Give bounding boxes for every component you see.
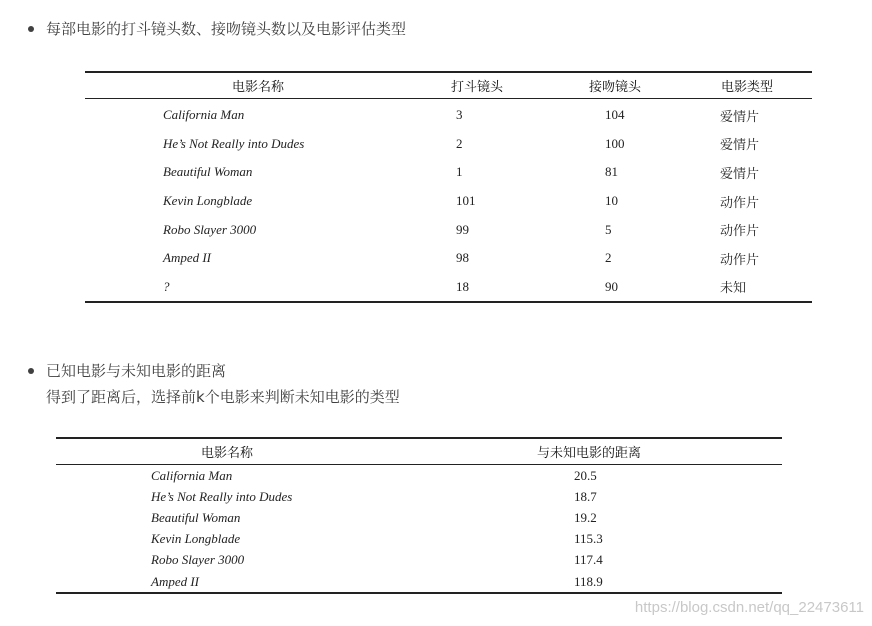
cell-movie-type: 爱情片 [720,138,760,154]
header-movie-name: 电影名称 [56,438,411,465]
header-movie-type: 电影类型 [683,72,812,99]
header-kiss-scenes: 接吻镜头 [549,72,683,99]
cell-fight-scenes: 3 [456,107,463,123]
table-row [85,130,812,159]
cell-movie-name: He’s Not Really into Dudes [151,488,293,504]
movie-distance-table [56,437,782,594]
table-row [56,486,782,507]
cell-kiss-scenes: 81 [605,164,619,180]
cell-movie-name: ? [163,278,170,294]
cell-movie-name: Amped II [163,250,212,266]
cell-kiss-scenes: 90 [605,278,619,294]
cell-fight-scenes: 18 [456,278,470,294]
cell-kiss-scenes: 100 [605,135,625,151]
cell-kiss-scenes: 104 [605,107,625,123]
section2-subtext: 得到了距离后，选择前k个电影来判断未知电影的类型 [46,388,400,406]
cell-distance: 19.2 [574,509,597,525]
cell-movie-type: 动作片 [720,224,760,240]
row-spacer [85,215,163,244]
cell-distance: 115.3 [574,531,603,547]
table-row [85,244,812,273]
row-spacer [56,465,151,487]
watermark: https://blog.csdn.net/qq_22473611 [634,599,864,616]
table-row [56,507,782,528]
table-row [85,273,812,303]
row-spacer [85,158,163,187]
cell-movie-type: 爱情片 [720,166,760,182]
table-row [85,215,812,244]
table-row [85,158,812,187]
table-header-row [56,438,782,465]
cell-distance: 20.5 [574,467,597,483]
cell-kiss-scenes: 2 [605,250,612,266]
header-distance: 与未知电影的距离 [411,438,782,465]
row-spacer [85,273,163,303]
cell-distance: 118.9 [574,573,603,589]
cell-distance: 117.4 [574,552,603,568]
table-row [56,571,782,593]
cell-fight-scenes: 99 [456,221,470,237]
cell-movie-name: Beautiful Woman [151,509,241,525]
cell-distance: 18.7 [574,488,597,504]
section2-bullet-text: 已知电影与未知电影的距离 [46,362,227,380]
bullet-dot [28,26,34,32]
header-movie-name: 电影名称 [85,72,411,99]
section1-bullet-text: 每部电影的打斗镜头数、接吻镜头数以及电影评估类型 [46,20,407,38]
table-row [56,550,782,571]
movie-features-table [85,71,812,303]
cell-movie-name: Kevin Longblade [163,193,253,209]
cell-movie-name: California Man [151,467,233,483]
cell-movie-name: California Man [163,107,245,123]
row-spacer [56,550,151,571]
cell-movie-name: Robo Slayer 3000 [163,221,257,237]
cell-movie-name: He’s Not Really into Dudes [163,135,305,151]
bullet-dot [28,368,34,374]
header-fight-scenes: 打斗镜头 [411,72,549,99]
row-spacer [56,507,151,528]
row-spacer [56,529,151,550]
row-spacer [85,99,163,130]
table-row [85,187,812,216]
cell-movie-type: 动作片 [720,195,760,211]
table-row [85,99,812,130]
cell-kiss-scenes: 5 [605,221,612,237]
row-spacer [85,130,163,159]
row-spacer [56,486,151,507]
table-header-row [85,72,812,99]
cell-movie-type: 未知 [720,281,747,297]
row-spacer [56,571,151,593]
cell-movie-type: 动作片 [720,252,760,268]
cell-kiss-scenes: 10 [605,193,619,209]
cell-movie-name: Beautiful Woman [163,164,253,180]
table-row [56,465,782,487]
cell-movie-name: Kevin Longblade [151,531,241,547]
cell-fight-scenes: 98 [456,250,470,266]
cell-fight-scenes: 101 [456,193,476,209]
table-row [56,529,782,550]
cell-movie-name: Amped II [151,573,200,589]
row-spacer [85,244,163,273]
cell-fight-scenes: 1 [456,164,463,180]
cell-fight-scenes: 2 [456,135,463,151]
row-spacer [85,187,163,216]
cell-movie-type: 爱情片 [720,109,760,125]
cell-movie-name: Robo Slayer 3000 [151,552,245,568]
